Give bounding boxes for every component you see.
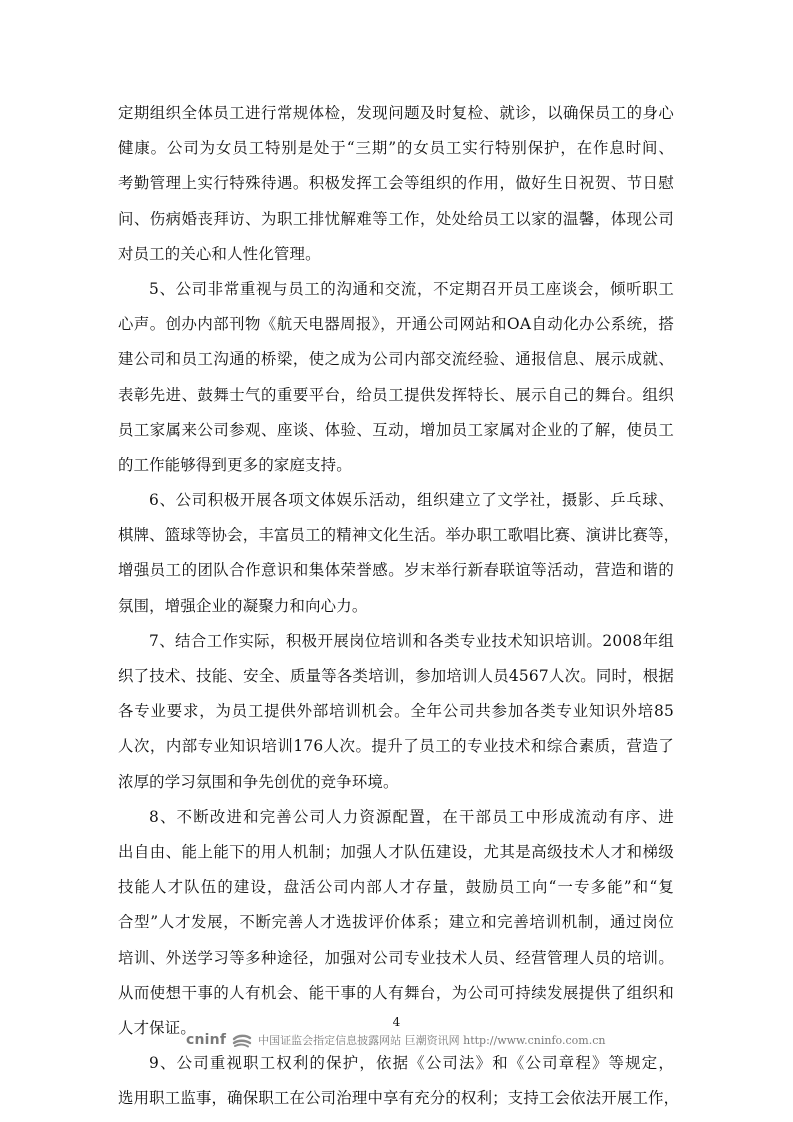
text-line: 织了技术、技能、安全、质量等各类培训，参加培训人员4567人次。同时，根据 bbox=[118, 667, 674, 685]
paragraph-5-first-line: 5、公司非常重视与员工的沟通和交流，不定期召开员工座谈会，倾听职工 bbox=[149, 279, 674, 298]
cninfo-swirl-icon bbox=[232, 1033, 252, 1047]
text-line: 对员工的关心和人性化管理。 bbox=[118, 244, 321, 263]
footer bbox=[186, 1030, 605, 1050]
text-line: 问、伤病婚丧拜访、为职工排忧解难等工作，处处给员工以家的温馨，体现公司 bbox=[118, 209, 674, 228]
text-line: 技能人才队伍的建设，盘活公司内部人才存量，鼓励员工向“一专多能”和“复 bbox=[118, 878, 674, 897]
paragraph-7-first-line: 7、结合工作实际，积极开展岗位培训和各类专业技术知识培训。2008年组 bbox=[149, 631, 674, 650]
document-body bbox=[118, 96, 680, 1116]
text-line: 培训、外送学习等多种途径，加强对公司专业技术人员、经营管理人员的培训。 bbox=[118, 948, 674, 967]
text-line: 人才保证。 bbox=[118, 1018, 196, 1037]
text-line: 棋牌、篮球等协会，丰富员工的精神文化生活。举办职工歌唱比赛、演讲比赛等， bbox=[118, 526, 680, 545]
text-line: 合型”人才发展，不断完善人才选拔评价体系；建立和完善培训机制，通过岗位 bbox=[118, 913, 674, 932]
paragraph-6-first-line: 6、公司积极开展各项文体娱乐活动，组织建立了文学社，摄影、乒乓球、 bbox=[149, 491, 674, 510]
text-line: 浓厚的学习氛围和争先创优的竞争环境。 bbox=[118, 772, 399, 791]
text-line: 从而使想干事的人有机会、能干事的人有舞台，为公司可持续发展提供了组织和 bbox=[118, 983, 674, 1002]
footer-site-text: 中国证监会指定信息披露网站 巨潮资讯网 http://www.cninfo.com.cn bbox=[258, 1034, 606, 1047]
page-number: 4 bbox=[392, 1015, 401, 1029]
text-line: 各专业要求，为员工提供外部培训机会。全年公司共参加各类专业知识外培85 bbox=[118, 702, 674, 721]
text-line: 表彰先进、鼓舞士气的重要平台，给员工提供发挥特长、展示自己的舞台。组织 bbox=[118, 385, 674, 404]
text-line: 增强员工的团队合作意识和集体荣誉感。岁末举行新春联谊等活动，营造和谐的 bbox=[118, 561, 674, 580]
text-line: 人次，内部专业知识培训176人次。提升了员工的专业技术和综合素质，营造了 bbox=[118, 737, 674, 756]
text-line: 员工家属来公司参观、座谈、体验、互动，增加员工家属对企业的了解，使员工 bbox=[118, 420, 674, 439]
paragraph-8-first-line: 8、不断改进和完善公司人力资源配置，在干部员工中形成流动有序、进 bbox=[149, 807, 674, 826]
text-line: 考勤管理上实行特殊待遇。积极发挥工会等组织的作用，做好生日祝贺、节日慰 bbox=[118, 174, 674, 193]
text-line: 的工作能够得到更多的家庭支持。 bbox=[118, 455, 352, 474]
text-line: 出自由、能上能下的用人机制；加强人才队伍建设，尤其是高级技术人才和梯级 bbox=[118, 842, 674, 861]
text-line: 建公司和员工沟通的桥梁，使之成为公司内部交流经验、通报信息、展示成就、 bbox=[118, 350, 674, 369]
text-line: 氛围，增强企业的凝聚力和向心力。 bbox=[118, 596, 368, 615]
paragraph-9-first-line: 9、公司重视职工权利的保护，依据《公司法》和《公司章程》等规定， bbox=[149, 1054, 674, 1073]
text-line: 健康。公司为女员工特别是处于“三期”的女员工实行特别保护，在作息时间、 bbox=[118, 139, 674, 158]
text-line: 心声。创办内部刊物《航天电器周报》，开通公司网站和OA自动化办公系统，搭 bbox=[118, 315, 674, 334]
text-line: 定期组织全体员工进行常规体检，发现问题及时复检、就诊，以确保员工的身心 bbox=[118, 104, 674, 122]
text-line: 选用职工监事，确保职工在公司治理中享有充分的权利；支持工会依法开展工作， bbox=[118, 1089, 680, 1108]
cninfo-logo-text: cninf bbox=[186, 1032, 227, 1048]
